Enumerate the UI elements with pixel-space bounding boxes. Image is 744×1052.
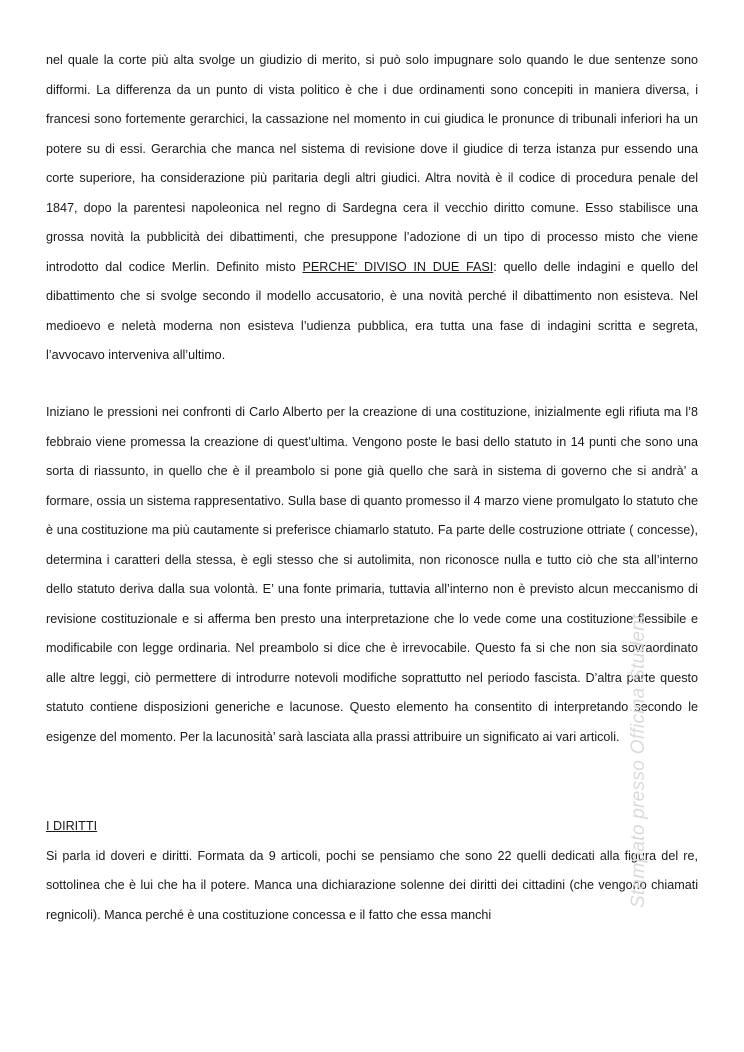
section-text: Si parla id doveri e diritti. Formata da 9 articoli, pochi se pensiamo che sono 22 quelli dedicati alla figura del re, sottolinea che è lui che ha il potere. Manca una dichiarazione solenne dei diritti dei cittadini (che vengono chiamati regnicoli). Manca perché è una costituzione concessa e il fatto che essa manchi xyxy=(46,848,698,922)
paragraph-1-text xyxy=(46,46,698,371)
section-diritti xyxy=(46,812,698,930)
paragraph-1-after: : quello delle indagini e quello del dibattimento che si svolge secondo il modello accusatorio, è una novità perché il dibattimento non esisteva. Nel medioevo e neletà moderna non esisteva l’udienza pubblica, era tutta una fase di indagini scritta e segreta, l’avvocavo interveniva all’ultimo. xyxy=(46,259,698,362)
paragraph-1 xyxy=(46,46,698,371)
section-heading: I DIRITTI xyxy=(46,819,98,833)
watermark: Stampato presso Officina Student xyxy=(628,614,649,908)
paragraph-2-text: Iniziano le pressioni nei confronti di Carlo Alberto per la creazione di una costituzione, inizialmente egli rifiuta ma l’8 febbraio viene promessa la creazione di quest’ultima. Vengono poste le basi dello statuto in 14 punti che sono una sorta di riassunto, in quello che è il preambolo si pone già quello che sarà in sistema di governo che si andrà’ a formare, ossia un sistema rappresentativo. Sulla base di quanto promesso il 4 marzo viene promulgato lo statuto che è una costituzione ma più cautamente si preferisce chiamarlo statuto. Fa parte delle costruzione ottriate ( concesse), determina i caratteri della stessa, è egli stesso che si autolimita, non riconosce nulla e tutto ciò che sta all’interno dello statuto deriva dalla sua volontà. E’ una fonte primaria, tuttavia all’interno non è previsto alcun meccanismo di revisione costituzionale e si afferma ben presto una interpretazione che lo vede come una costituzione flessibile e modificabile con legge ordinaria. Nel preambolo si dice che è irrevocabile. Questo fa si che non sia sovraordinato alle altre leggi, ciò permettere di introdurre notevoli modifiche soprattutto nel periodo fascista. D’altra parte questo statuto contiene disposizioni generiche e lacunose. Questo elemento ha consentito di interpretando secondo le esigenze del momento. Per la lacunosità’ sarà lasciata alla prassi attribuire un significato ai vari articoli. xyxy=(46,405,698,744)
underlined-phrase: PERCHE' DIVISO IN DUE FASI xyxy=(302,259,494,274)
paragraph-2 xyxy=(46,398,698,752)
paragraph-1-before: nel quale la corte più alta svolge un giudizio di merito, si può solo impugnare solo quando le due sentenze sono difformi. La differenza da un punto di vista politico è che i due ordinamenti sono concepiti in maniera diversa, i francesi sono fortemente gerarchici, la cassazione nel momento in cui giudica le pronunce di tribunali inferiori ha un potere su di essi. Gerarchia che manca nel sistema di revisione dove il giudice di terza istanza pur essendo una corte superiore, ha considerazione più paritaria degli altri giudici. Altra novità è il codice di procedura penale del 1847, dopo la parentesi napoleonica nel regno di Sardegna cera il vecchio diritto comune. Esso stabilisce una grossa novità la pubblicità dei dibattimenti, che presuppone l’adozione di un tipo di processo misto che viene introdotto dal codice Merlin. Definito misto xyxy=(46,53,698,274)
